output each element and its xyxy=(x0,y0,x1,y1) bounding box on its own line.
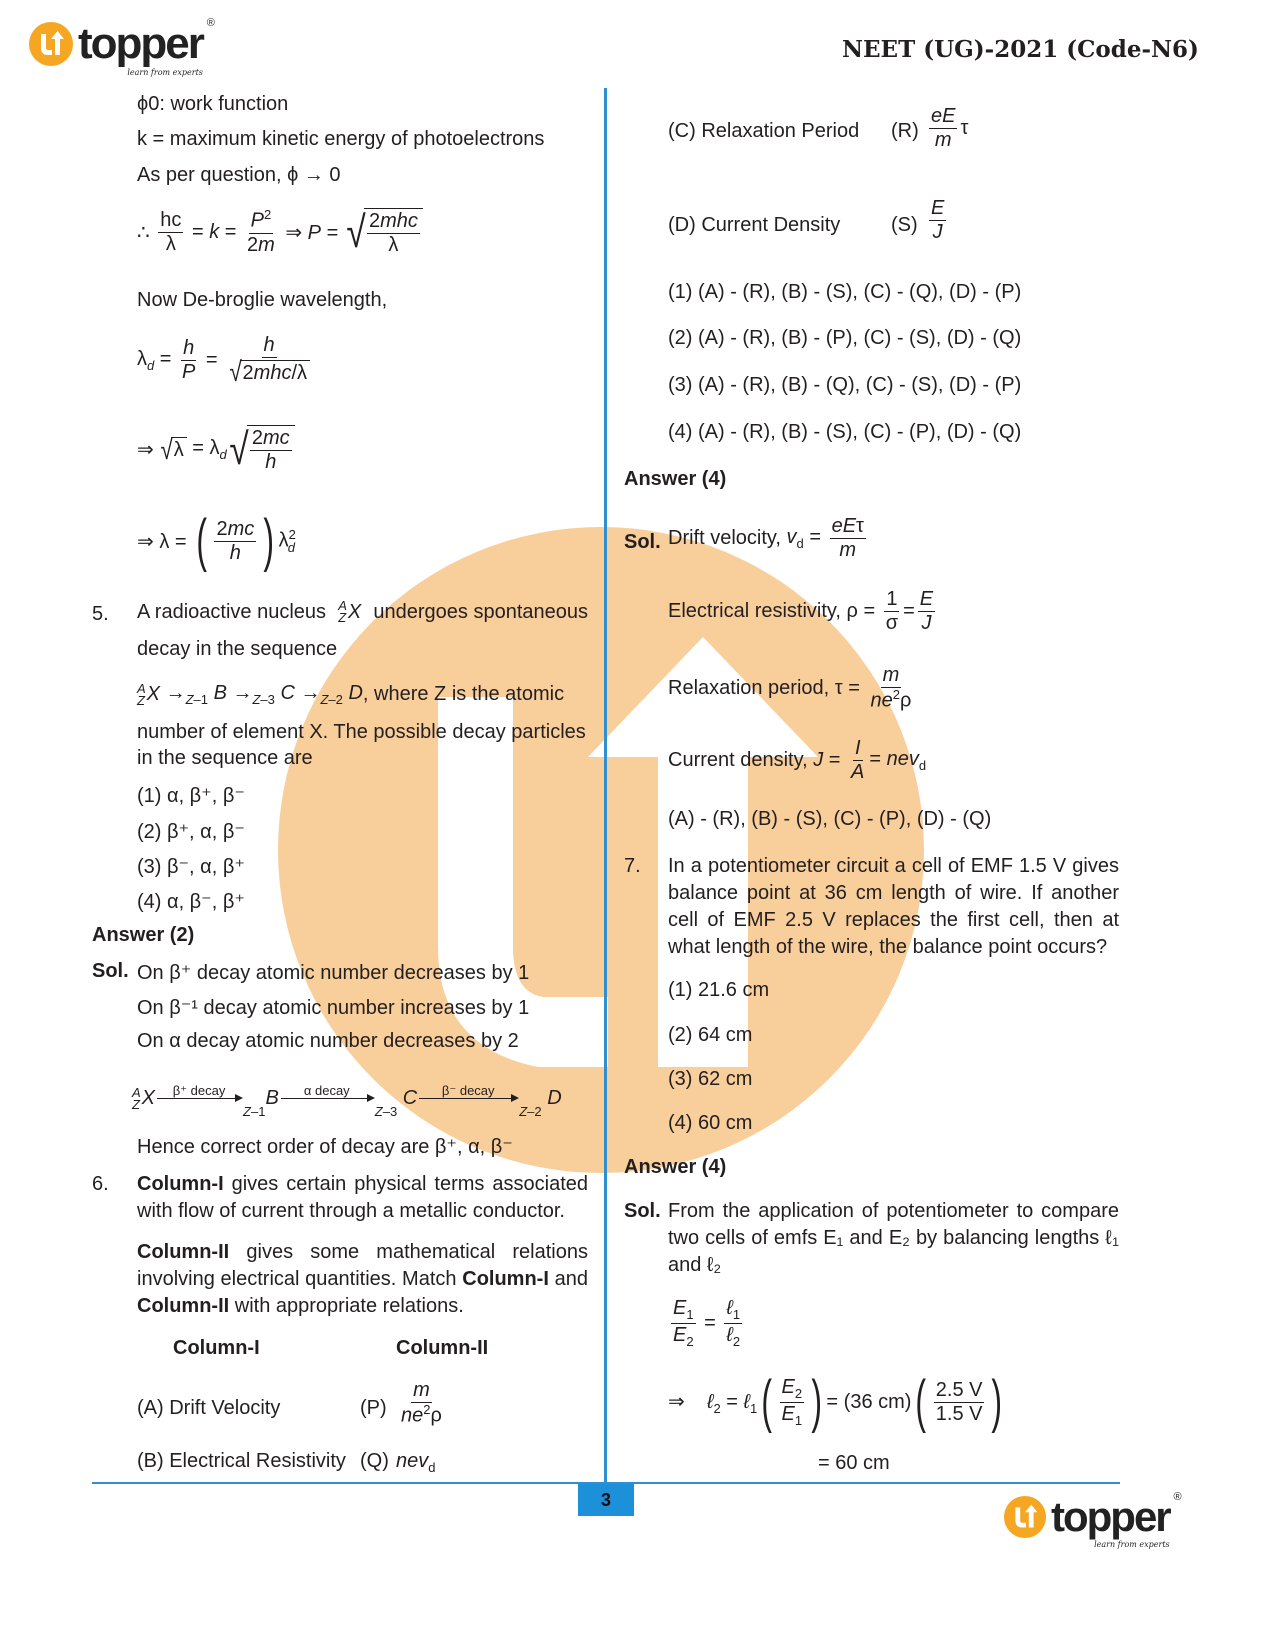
debroglie-line: Now De-broglie wavelength, xyxy=(137,289,388,311)
exam-title: NEET (UG)-2021 (Code-N6) xyxy=(842,36,1199,63)
relation-p: $\frac{m}{ne^2\rho}$ xyxy=(401,1379,442,1427)
footer-logo[interactable]: topper ® learn from experts xyxy=(1003,1492,1170,1542)
length-calculation: ⇒ ℓ$_2$ = ℓ$_1$ ( $\frac{E_2}{E_1}$ ) = (36 cm) ( $\frac{2.5 V}{1.5 V}$ ) xyxy=(668,1369,1003,1434)
equation-energy: ∴ $\frac{hc}{\lambda}$ = k = $\frac{P^2}{2m}$ ⇒ P = √ $\frac{\text{2mhc}}{\lambda}$ xyxy=(137,208,423,257)
current-density-line: Current density, J = $\frac{I}{A}$ = nev$_d$ xyxy=(668,737,927,783)
q5-sol-line3: On α decay atomic number decreases by 2 xyxy=(137,1030,519,1052)
q5-hence: Hence correct order of decay are β⁺, α, β⁻ xyxy=(137,1136,513,1158)
q7-text: In a potentiometer circuit a cell of EMF 1.5 V gives balance point at 36 cm length of wire. If another cell of EMF 2.5 V replaces the first cell, then at what length of the wire, the balance point occurs? xyxy=(668,855,1119,958)
relation-s: $\frac{E}{J}$ xyxy=(931,197,945,243)
q5-sol-line2: On β⁻¹ decay atomic number increases by 1 xyxy=(137,997,530,1019)
q5-option-1: (1) α, β⁺, β⁻ xyxy=(137,785,245,807)
q5-option-4: (4) α, β⁻, β⁺ xyxy=(137,891,245,913)
brand-tagline: learn from experts xyxy=(127,68,203,77)
row-b-term: (B) Electrical Resistivity xyxy=(137,1450,346,1472)
q6-sol-label: Sol. xyxy=(624,531,661,553)
row-b-key: (Q) xyxy=(360,1450,389,1472)
q6-option-1: (1) (A) - (R), (B) - (S), (C) - (Q), (D) - (P) xyxy=(668,281,1022,303)
q5-line1b: undergoes spontaneous xyxy=(373,600,588,623)
footer-brand-name: topper xyxy=(1051,1493,1170,1540)
q5-line3: , where Z is the atomic xyxy=(362,683,565,705)
q7-number: 7. xyxy=(624,855,641,877)
q6-paragraph-2: Column-II gives some mathematical relations involving electrical quantities. Match Column-I and Column-II with appropriate relations. xyxy=(137,1241,588,1317)
equation-sqrt-lambda: ⇒ √ λ = $\lambda_d$ √ $\frac{2mc}{h}$ xyxy=(137,425,295,474)
q5-line5: in the sequence are xyxy=(137,747,313,769)
q5-line2: decay in the sequence xyxy=(137,638,338,660)
relation-r: $\frac{eE}{m}$ τ xyxy=(931,105,969,151)
q6-paragraph-1: Column-I gives certain physical terms associated with flow of current through a metallic conductor. xyxy=(137,1173,588,1222)
work-function-line: ϕ0: work function xyxy=(137,93,289,115)
topper-logo-icon xyxy=(1003,1495,1047,1539)
q5-line1a: A radioactive nucleus xyxy=(137,600,327,623)
drift-velocity-line: Drift velocity, $v_d$ = $\frac{\text{eEτ}}{m}$ xyxy=(668,515,864,561)
row-c-term: (C) Relaxation Period xyxy=(668,120,860,142)
arrow-label-beta-plus: β⁺ decay xyxy=(172,1083,226,1098)
row-c-key: (R) xyxy=(891,120,919,142)
as-per-question-line: As per question, ϕ → 0 xyxy=(137,164,341,186)
q7-option-2: (2) 64 cm xyxy=(668,1024,753,1046)
arrow-label-alpha: α decay xyxy=(303,1083,350,1098)
q5-decay-chain: A Z X β⁺ decay $_{Z-1}$ B α decay $_{Z-3}$ C β⁻ decay $_{Z-2}$ D xyxy=(132,1083,562,1119)
row-d-key: (S) xyxy=(891,214,918,236)
q5-answer: Answer (2) xyxy=(92,924,195,946)
q7-answer: Answer (4) xyxy=(624,1156,727,1178)
equation-lambda-final: ⇒ λ = ( $\frac{2mc}{h}$ ) $\lambda^2_d$ xyxy=(137,508,296,573)
column-1-header: Column-I xyxy=(173,1337,260,1359)
q5-decay-sequence: A Z X $\to_{Z-1}$ $B \to_{Z-3}$ $C \to_{Z-2}$ D , where Z is the atomic xyxy=(137,680,565,708)
brand-name: topper xyxy=(78,19,203,68)
row-d-term: (D) Current Density xyxy=(668,214,841,236)
q7-option-3: (3) 62 cm xyxy=(668,1068,753,1090)
q7-option-1: (1) 21.6 cm xyxy=(668,979,770,1001)
q6-answer: Answer (4) xyxy=(624,468,727,490)
page-number: 3 xyxy=(578,1484,634,1516)
relation-q: nev$_d$ xyxy=(396,1450,436,1475)
q7-result: = 60 cm xyxy=(818,1452,890,1474)
q6-number: 6. xyxy=(92,1173,109,1195)
q7-option-4: (4) 60 cm xyxy=(668,1112,753,1134)
calc-mid: = (36 cm) xyxy=(826,1390,912,1413)
q5-line1: A radioactive nucleus A Z X undergoes spontaneous xyxy=(137,598,588,625)
q5-line4: number of element X. The possible decay particles xyxy=(137,721,586,743)
topper-logo-icon xyxy=(28,21,74,67)
arrow-label-beta-minus: β⁻ decay xyxy=(441,1083,495,1098)
q5-sol-label: Sol. xyxy=(92,960,129,982)
footer-brand-tagline: learn from experts xyxy=(1094,1540,1170,1549)
k-definition-line: k = maximum kinetic energy of photoelectrons xyxy=(137,128,545,150)
row-a-term: (A) Drift Velocity xyxy=(137,1397,281,1419)
ratio-equation: $\frac{E_1}{E_2}$ = $\frac{\ell_1}{\ell_2}$ xyxy=(673,1297,741,1349)
q5-number: 5. xyxy=(92,603,109,625)
q6-option-3: (3) (A) - (R), (B) - (Q), (C) - (S), (D) - (P) xyxy=(668,374,1022,396)
q5-option-3: (3) β⁻, α, β⁺ xyxy=(137,856,245,878)
column-divider xyxy=(604,88,607,1484)
relaxation-line: Relaxation period, τ = $\frac{m}{ne^2\rho}$ xyxy=(668,664,912,712)
q7-sol-text: From the application of potentiometer to compare two cells of emfs E₁ and E₂ by balancing lengths ℓ₁ and ℓ₂ xyxy=(668,1200,1119,1276)
q5-sol-line1: On β⁺ decay atomic number decreases by 1 xyxy=(137,962,530,984)
header-logo[interactable]: topper ® learn from experts xyxy=(28,18,203,70)
column-2-header: Column-II xyxy=(396,1337,489,1359)
q6-option-4: (4) (A) - (R), (B) - (S), (C) - (P), (D) - (Q) xyxy=(668,421,1022,443)
row-a-key: (P) xyxy=(360,1397,387,1419)
q5-option-2: (2) β⁺, α, β⁻ xyxy=(137,821,245,843)
equation-wavelength: $\lambda_d$ = $\frac{h}{P}$ = h √ 2mhc/λ xyxy=(137,334,315,386)
q6-option-2: (2) (A) - (R), (B) - (P), (C) - (S), (D) - (Q) xyxy=(668,327,1022,349)
match-result: (A) - (R), (B) - (S), (C) - (P), (D) - (Q) xyxy=(668,808,992,830)
q7-sol-label: Sol. xyxy=(624,1200,661,1222)
resistivity-line: Electrical resistivity, ρ = $\frac{1}{\sigma}$ = $\frac{E}{J}$ xyxy=(668,588,934,634)
